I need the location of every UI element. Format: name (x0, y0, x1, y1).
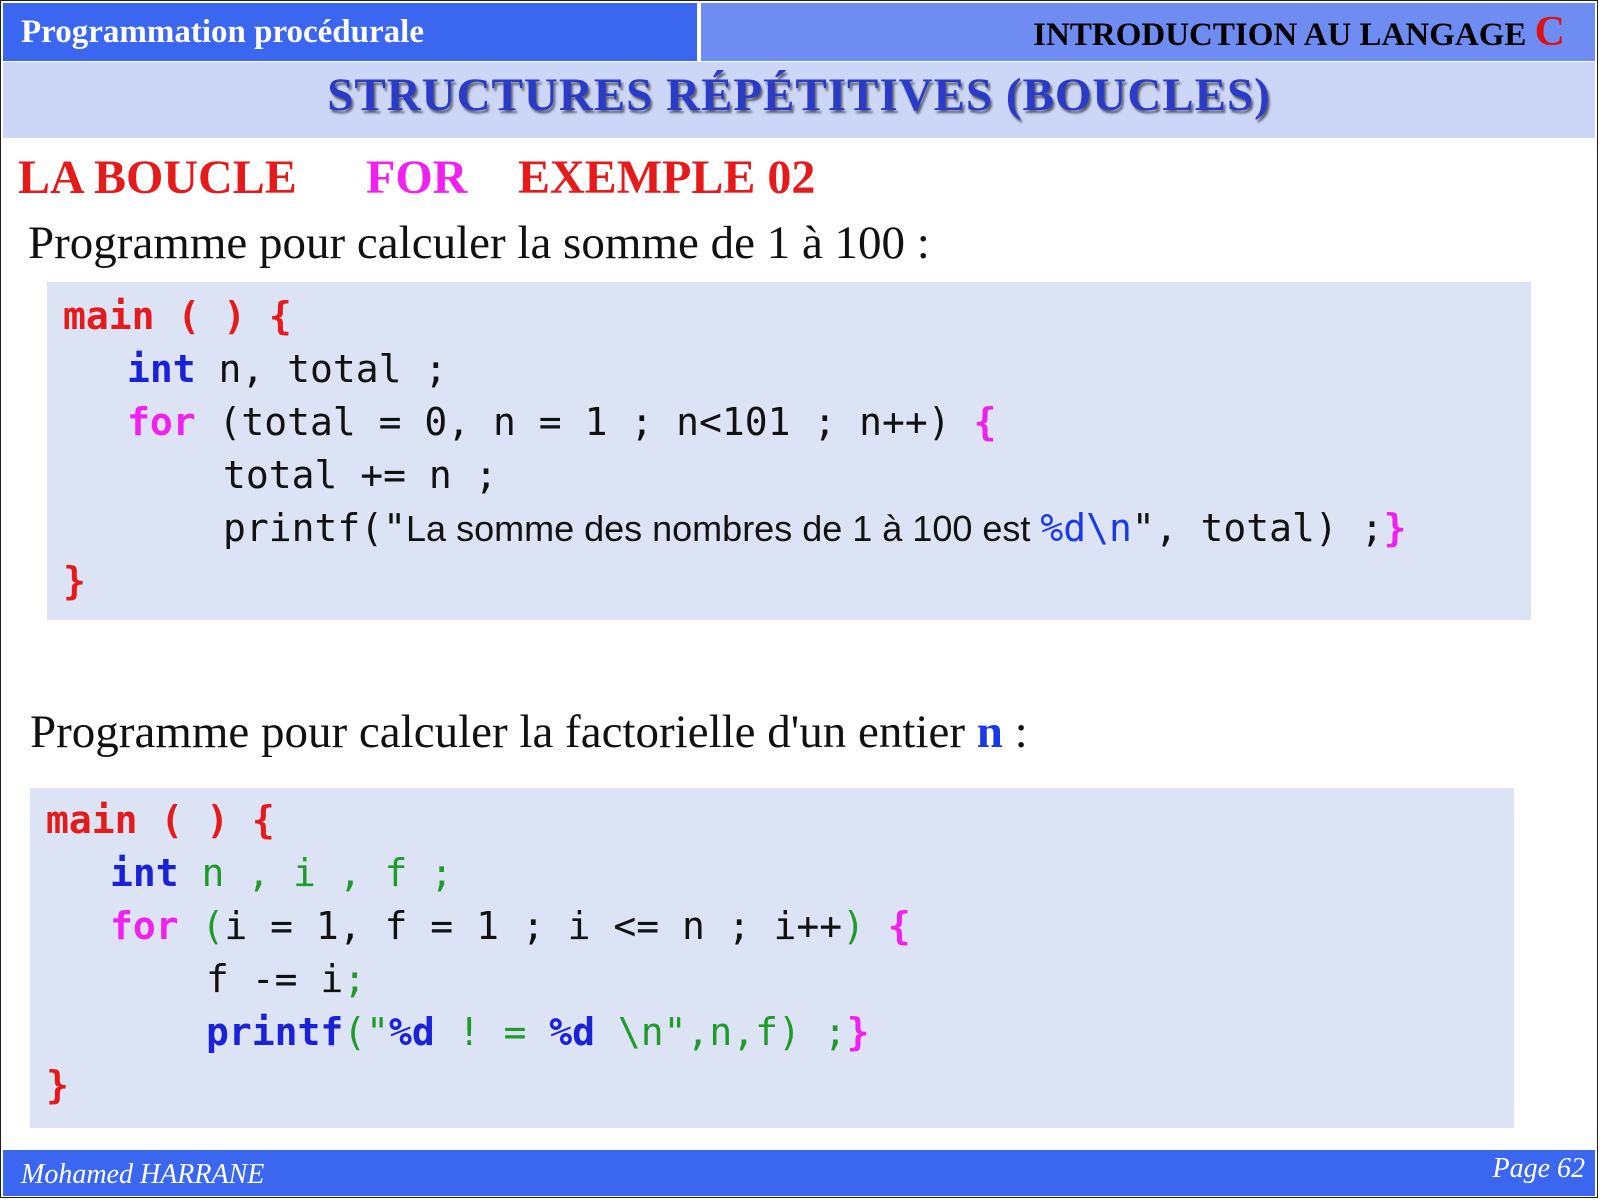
footer-bar (3, 1150, 1595, 1196)
course-title: Programmation procédurale (3, 3, 697, 61)
chapter-title (701, 3, 1595, 61)
code-line: int n , i , f ; (110, 851, 454, 895)
code-line: printf("La somme des nombres de 1 à 100 est %d\n", total) ;} (223, 506, 1407, 550)
example2-description: Programme pour calculer la factorielle d'un entier n : (30, 706, 1028, 758)
chapter-language: C (1534, 9, 1565, 55)
code-line: f -= i; (206, 957, 367, 1001)
code-block-factorial (30, 788, 1514, 1128)
code-line: } (63, 559, 86, 603)
code-line: main ( ) { (63, 294, 292, 338)
page-number: Page 62 (1492, 1153, 1585, 1184)
section-for-keyword: FOR (366, 151, 468, 204)
code-line: int n, total ; (127, 347, 448, 391)
example1-description: Programme pour calculer la somme de 1 à 100 : (28, 217, 930, 269)
chapter-text: INTRODUCTION AU LANGAGE (1033, 17, 1527, 53)
code-line: for (i = 1, f = 1 ; i <= n ; i++) { (110, 904, 911, 948)
footer-author: Mohamed HARRANE (21, 1159, 265, 1190)
slide-title: STRUCTURES RÉPÉTITIVES (BOUCLES) (327, 69, 1271, 121)
section-example-label: EXEMPLE 02 (518, 151, 816, 204)
code-line: } (46, 1063, 69, 1107)
section-loop-label: LA BOUCLE (18, 151, 297, 204)
code-line: main ( ) { (46, 798, 275, 842)
code-line: total += n ; (223, 453, 498, 497)
code-line: printf("%d ! = %d \n",n,f) ;} (206, 1010, 870, 1054)
variable-n: n (976, 706, 1003, 758)
code-block-sum (47, 282, 1531, 620)
title-band (3, 62, 1595, 138)
code-line: for (total = 0, n = 1 ; n<101 ; n++) { (127, 400, 997, 444)
